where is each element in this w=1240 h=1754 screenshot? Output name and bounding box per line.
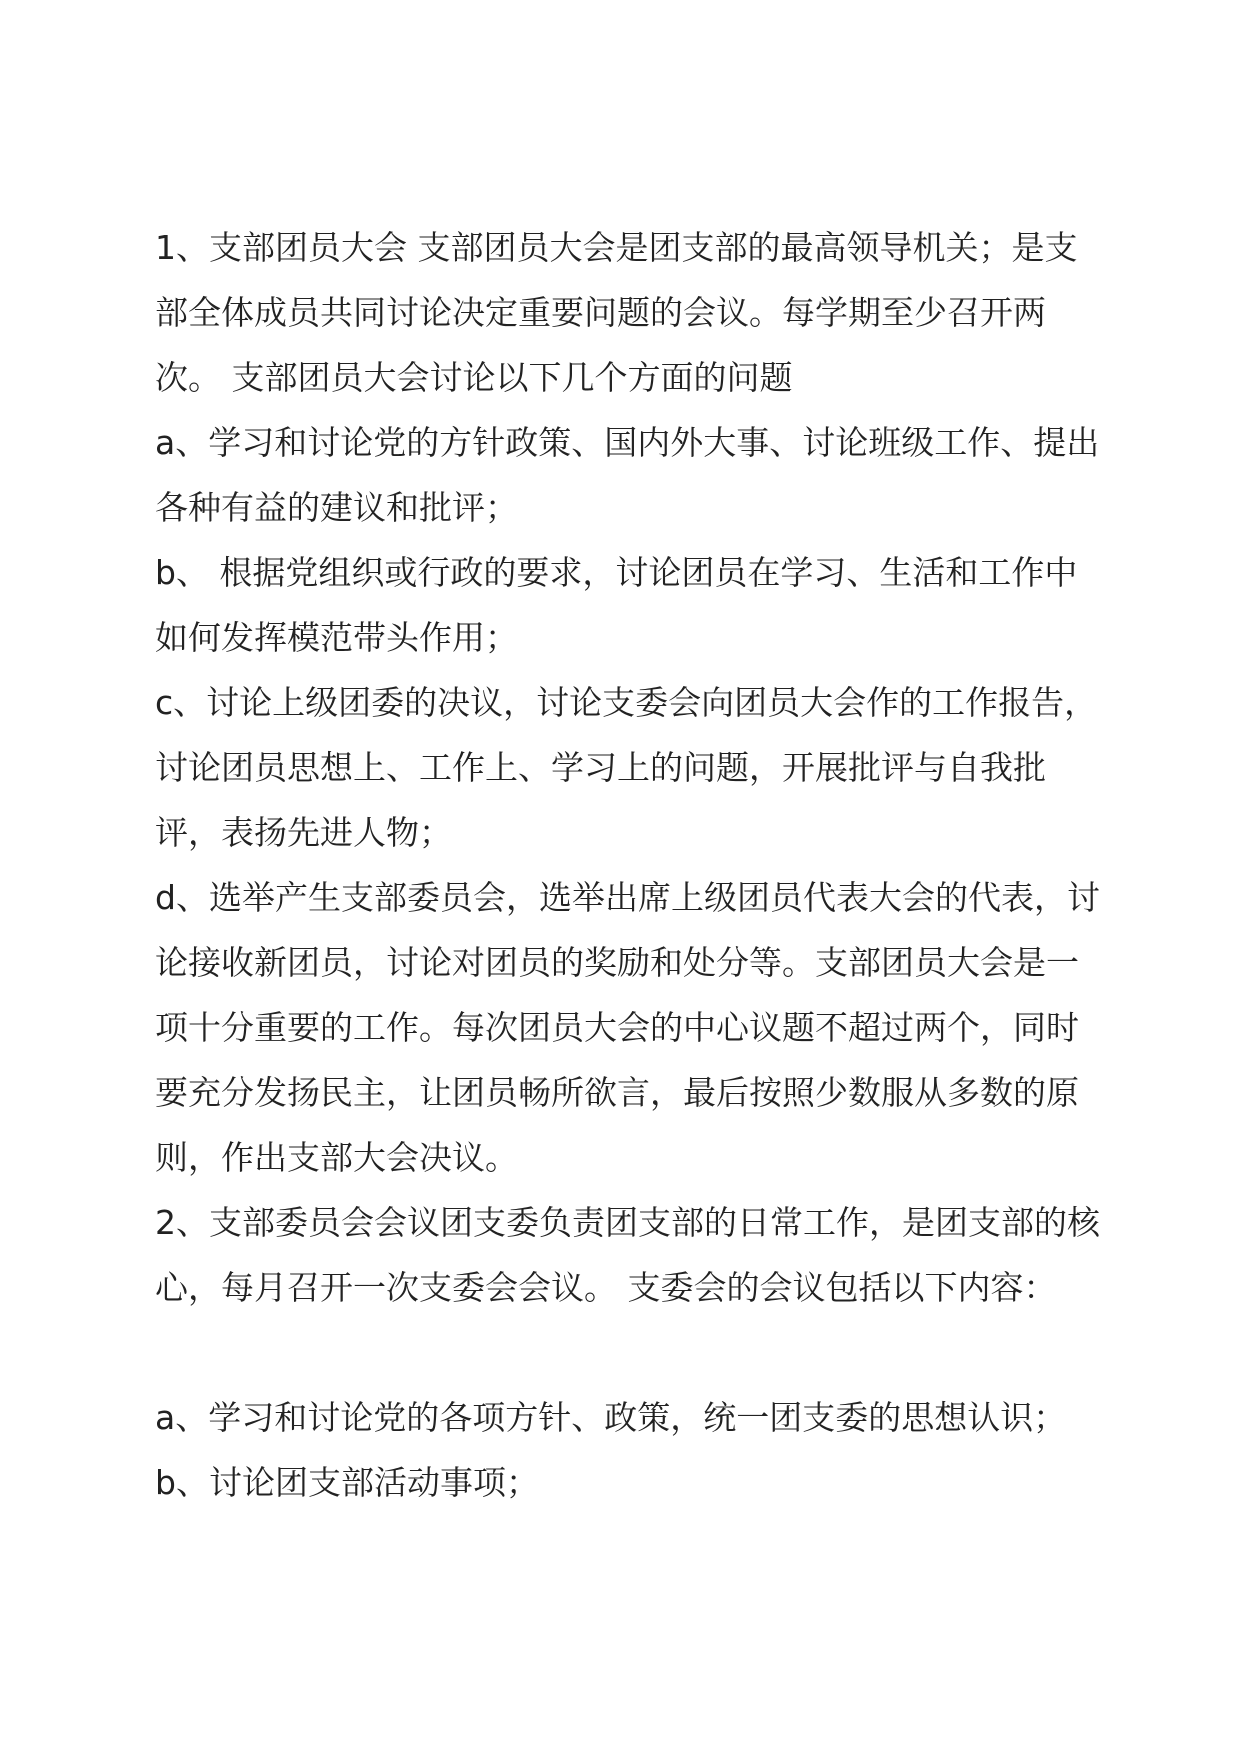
document-body (155, 215, 1110, 1515)
paragraph-1a: a、学习和讨论党的方针政策、国内外大事、讨论班级工作、提出各种有益的建议和批评； (155, 423, 1100, 527)
paragraph-1d: d、选举产生支部委员会，选举出席上级团员代表大会的代表，讨论接收新团员，讨论对团员的奖励和处分等。支部团员大会是一项十分重要的工作。每次团员大会的中心议题不超过两个，同时要充分发扬民主，让团员畅所欲言，最后按照少数服从多数的原则，作出支部大会决议。 (155, 878, 1100, 1177)
paragraph-2a: a、学习和讨论党的各项方针、政策，统一团支委的思想认识； (155, 1398, 1067, 1437)
paragraph-2b: b、讨论团支部活动事项； (155, 1463, 539, 1502)
paragraph-2-committee-meeting: 2、支部委员会会议团支委负责团支部的日常工作，是团支部的核心，每月召开一次支委会会议。 支委会的会议包括以下内容： (155, 1203, 1100, 1307)
paragraph-1-general-meeting: 1、支部团员大会 支部团员大会是团支部的最高领导机关；是支部全体成员共同讨论决定重要问题的会议。每学期至少召开两次。 支部团员大会讨论以下几个方面的问题 (155, 228, 1078, 397)
paragraph-1c: c、讨论上级团委的决议，讨论支委会向团员大会作的工作报告，讨论团员思想上、工作上、学习上的问题，开展批评与自我批评，表扬先进人物； (155, 683, 1098, 852)
paragraph-1b: b、 根据党组织或行政的要求，讨论团员在学习、生活和工作中如何发挥模范带头作用； (155, 553, 1078, 657)
paragraph-spacer (155, 1320, 1110, 1385)
